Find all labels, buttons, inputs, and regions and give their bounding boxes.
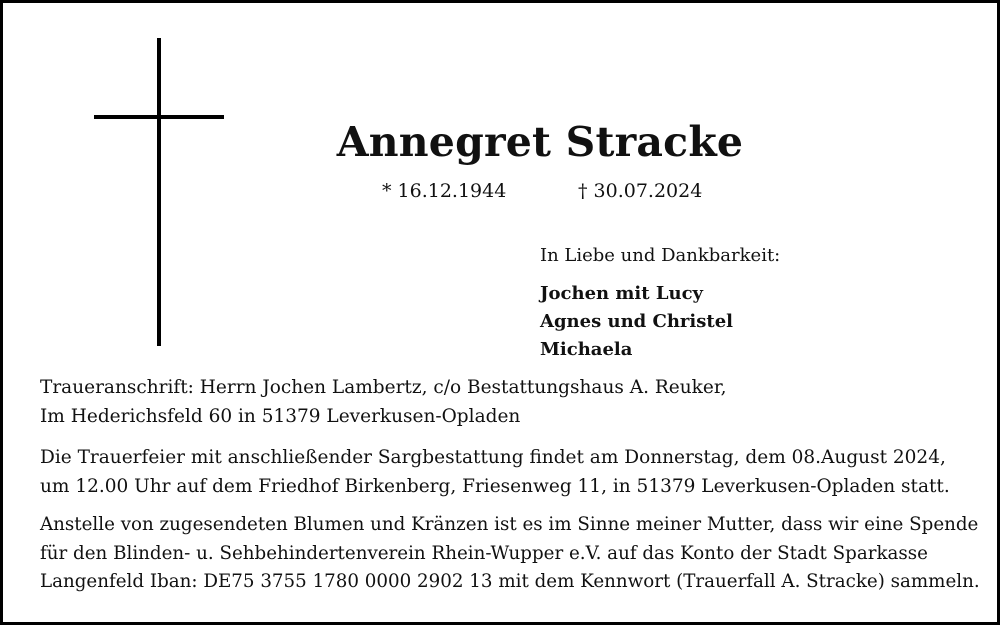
cross-horizontal-bar	[94, 115, 224, 119]
ceremony-line: um 12.00 Uhr auf dem Friedhof Birkenberg, Friesenweg 11, in 51379 Leverkusen-Opladen statt.	[40, 475, 950, 497]
donation-paragraph	[40, 511, 980, 597]
address-line: Traueranschrift: Herrn Jochen Lambertz, c/o Bestattungshaus A. Reuker,	[40, 377, 727, 398]
cross-vertical-bar	[157, 38, 161, 346]
mourners-list	[540, 280, 733, 364]
donation-line: für den Blinden- u. Sehbehindertenverein Rhein-Wupper e.V. auf das Konto der Stadt Sparkasse	[40, 542, 928, 564]
donation-line: Langenfeld Iban: DE75 3755 1780 0000 2902 13 mit dem Kennwort (Trauerfall A. Stracke) sammeln.	[40, 571, 980, 592]
cross-icon	[94, 38, 224, 346]
ceremony-line: Die Trauerfeier mit anschließender Sargbestattung findet am Donnerstag, dem 08.August 2024,	[40, 447, 946, 468]
birth-date: * 16.12.1944	[382, 180, 507, 202]
thanks-line: In Liebe und Dankbarkeit:	[540, 245, 781, 266]
address-paragraph	[40, 374, 727, 431]
mourner-name: Jochen mit Lucy	[540, 283, 704, 304]
ceremony-paragraph	[40, 444, 950, 501]
mourner-name: Michaela	[540, 339, 633, 360]
donation-line: Anstelle von zugesendeten Blumen und Kränzen ist es im Sinne meiner Mutter, dass wir eine Spende	[40, 514, 979, 535]
address-line: Im Hederichsfeld 60 in 51379 Leverkusen-Opladen	[40, 405, 521, 427]
death-date: † 30.07.2024	[578, 180, 703, 202]
mourner-name: Agnes und Christel	[540, 311, 733, 332]
deceased-name: Annegret Stracke	[336, 118, 744, 166]
